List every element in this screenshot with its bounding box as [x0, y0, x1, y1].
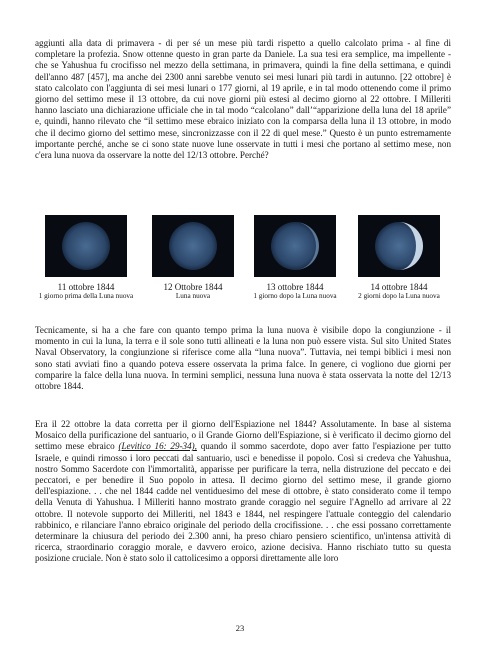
paragraph-conjunction: Tecnicamente, si ha a che fare con quanto tempo prima la luna nuova è visibile dopo la congiunzione - il momento in cui la luna, la terra e il sole sono tutti allineati e la luna non può essere vista. Sul sito United States Naval Observatory, la congiunzione si riferisce come alla “luna nuova”. Tuttavia, nei tempi biblici i mesi non sono stati avviati fino a quando poteva essere osservata la prima falce. In genere, ci vogliono due giorni per comparire la falce della luna nuova. In termini semplici, nessuna luna nuova è stata osservata la notte del 12/13 ottobre 1844. [35, 325, 451, 392]
moon-date: 14 ottobre 1844 [370, 282, 428, 292]
moon-phase-figure [35, 215, 451, 310]
moon-item-12-oct [145, 215, 241, 301]
moon-photo-11-oct [45, 215, 127, 277]
moon-note: 2 giorni dopo la Luna nuova [358, 292, 440, 300]
moon-note: Luna nuova [175, 292, 211, 300]
moon-date: 13 ottobre 1844 [266, 282, 324, 292]
paragraph-snow-calculation: aggiunti alla data di primavera - di per sé un mese più tardi rispetto a quello calcolato prima - al fine di completare la profezia. Snow ottenne questo in gran parte da Daniele. La sua tesi era semplice, ma impellente - che se Yahushua fu crocifisso nel mezzo della settimana, in primavera, quindi la fine della settimana, e quindi dell'anno 487 [457], ma anche dei 2300 anni sarebbe venuto sei mesi lunari più tardi in autunno. [22 ottobre] è stato calcolato con l'aggiunta di sei mesi lunari o 177 giorni, al 19 aprile, e in tal modo ottenendo come il primo giorno del settimo mese il 13 ottobre, da cui nove giorni più estesi al decimo giorno al 22 ottobre. I Milleriti hanno lasciato una dichiarazione ufficiale che in tal modo “calcolano” dall’“apparizione della luna del 18 aprile” e, quindi, hanno rilevato che “il settimo mese ebraico iniziato con la comparsa della luna il 13 ottobre, in modo che il decimo giorno del settimo mese, sincronizzasse con il 22 di quel mese.” Questo è un punto estremamente importante perché, anche se ci sono state nuove lune osservate in tutti i mesi che portano al settimo mese, non c'era luna nuova da osservare la notte del 12/13 ottobre. Perché? [35, 38, 451, 161]
paragraph-atonement [35, 419, 451, 565]
moon-photo-14-oct [358, 215, 440, 277]
page-number: 23 [235, 623, 245, 633]
moon-date: 11 ottobre 1844 [57, 282, 115, 292]
moon-item-13-oct [247, 215, 343, 301]
moon-photo-12-oct [152, 215, 234, 277]
moon-item-14-oct [351, 215, 447, 301]
scripture-reference: (Levitico 16: 29-34), [118, 441, 197, 452]
moon-note: 1 giorno prima della Luna nuova [38, 292, 134, 300]
moon-item-11-oct [38, 215, 134, 301]
paragraph-text: quando il sommo sacerdote, dopo aver fatto l'espiazione per tutto Israele, e quindi rimosso i loro peccati dal santuario, uscì e benedisse il popolo. Così si credeva che Yahushua, nostro Sommo Sacerdote con l'immortalità, apparisse per purificare la terra, nella distruzione del peccato e dei peccatori, e per benedire il Suo popolo in attesa. Il decimo giorno del settimo mese, il grande giorno dell'espiazione. . . che nel 1844 cadde nel ventiduesimo del mese di ottobre, è stato considerato come il tempo della Venuta di Yahushua. I Milleriti hanno mostrato grande coraggio nel seguire l'Agnello ad arrivare al 22 ottobre. Il notevole supporto dei Milleriti, nel 1843 e 1844, nel respingere l'attuale conteggio del calendario rabbinico, e rilanciare l'anno ebraico originale del periodo della crocifissione. . . che essi possano correttamente determinare la chiusura del periodo dei 2.300 anni, ha preso chiaro pensiero scientifico, un'intensa attività di ricerca, straordinario coraggio morale, e davvero eroico, azione decisiva. Hanno rischiato tutto su questa posizione cruciale. Non è stato solo il cattolicesimo a opporsi direttamente alle loro [35, 441, 451, 564]
moon-date: 12 Ottobre 1844 [163, 282, 223, 292]
moon-note: 1 giorno dopo la Luna nuova [253, 292, 337, 300]
paragraph-text: Era il 22 ottobre la data corretta per il giorno dell'Espiazione nel 1844? Assolutamente. In base al sistema Mosaico della purificazione del santuario, o il Grande Giorno dell'Espiazione, si è verificato il decimo giorno del settimo mese ebraico [35, 419, 451, 452]
moon-photo-13-oct [254, 215, 336, 277]
